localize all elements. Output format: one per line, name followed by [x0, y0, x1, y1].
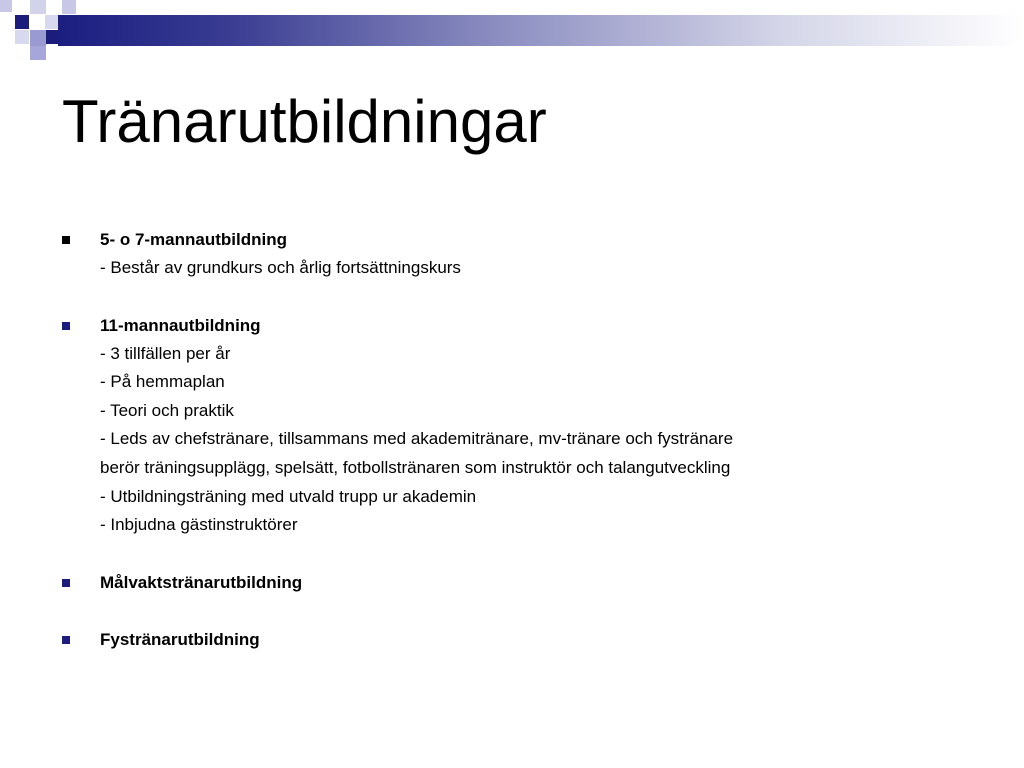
bullet-sub-line: - Utbildningsträning med utvald trupp ur akademin [100, 486, 477, 506]
decorative-square [30, 0, 46, 14]
decorative-square [45, 15, 59, 29]
square-bullet-icon [62, 579, 70, 587]
bullet-sub-line: - Teori och praktik [100, 400, 234, 420]
bullet-heading: 5- o 7-mannautbildning [100, 230, 287, 249]
decorative-square [0, 0, 12, 12]
slide-title: Tränarutbildningar [62, 88, 547, 155]
header-gradient-bar [58, 15, 1024, 46]
bullet-item [62, 226, 982, 283]
bullet-sub-line: - På hemmaplan [100, 372, 225, 392]
bullet-sub-line: berör träningsupplägg, spelsätt, fotbollstränaren som instruktör och talangutveckling [100, 457, 731, 477]
square-bullet-icon [62, 636, 70, 644]
bullet-heading: 11-mannautbildning [100, 315, 261, 335]
bullet-item [62, 626, 982, 654]
square-bullet-icon [62, 322, 70, 330]
bullet-heading: Målvaktstränarutbildning [100, 572, 303, 592]
bullet-item [62, 312, 982, 540]
bullet-sub-line: - 3 tillfällen per år [100, 343, 231, 363]
decorative-square [15, 30, 29, 44]
bullet-heading: Fystränarutbildning [100, 629, 260, 649]
bullet-list [62, 226, 982, 654]
bullet-item [62, 569, 982, 597]
decorative-square [62, 0, 76, 14]
decorative-square [30, 30, 46, 46]
square-bullet-icon [62, 236, 70, 244]
bullet-sub-line: - Leds av chefstränare, tillsammans med akademitränare, mv-tränare och fystränare [100, 429, 734, 449]
decorative-square [30, 46, 46, 60]
decorative-square [15, 15, 29, 29]
bullet-sub-line: - Består av grundkurs och årlig fortsättningskurs [100, 258, 461, 277]
bullet-sub-line: - Inbjudna gästinstruktörer [100, 515, 298, 535]
